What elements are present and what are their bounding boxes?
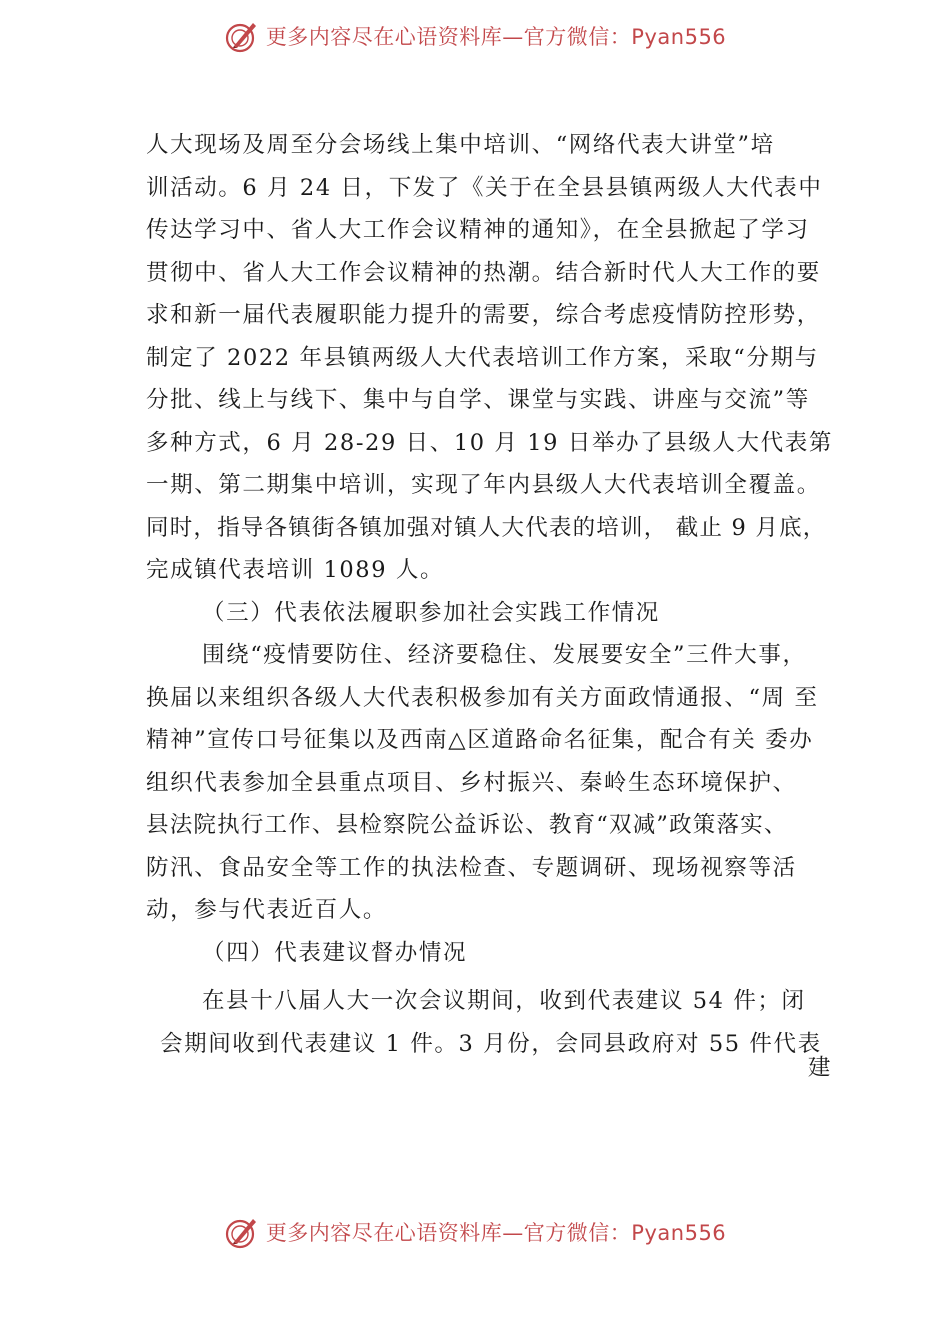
- text-line: 制定了 2022 年县镇两级人大代表培训工作方案，采取“分期与: [146, 344, 819, 371]
- text-line: 动，参与代表近百人。: [146, 897, 388, 923]
- text-line: 在县十八届人大一次会议期间，收到代表建议 54 件；闭: [202, 988, 806, 1014]
- text-line: 人大现场及周至分会场线上集中培训、“网络代表大讲堂”培: [146, 132, 775, 158]
- text-line: 完成镇代表培训 1089 人。: [146, 557, 445, 583]
- section-heading: （四）代表建议督办情况: [202, 939, 468, 966]
- text-line: 一期、第二期集中培训，实现了年内县级人大代表培训全覆盖。: [146, 472, 821, 498]
- text-line: 会期间收到代表建议 1 件。3 月份，会同县政府对 55 件代表: [160, 1030, 822, 1057]
- text-line: 同时，指导各镇街各镇加强对镇人大代表的培训， 截止 9 月底，: [146, 514, 827, 541]
- banner-text: 更多内容尽在心语资料库—官方微信：Pyan556: [265, 25, 727, 49]
- text-line: 精神”宣传口号征集以及西南△区道路命名征集，配合有关 委办: [146, 727, 814, 753]
- text-line: 县法院执行工作、县检察院公益诉讼、教育“双减”政策落实、: [146, 812, 788, 838]
- section-three: [146, 592, 846, 932]
- pen-logo-icon: [224, 18, 260, 54]
- text-line: 组织代表参加全县重点项目、乡村振兴、秦岭生态环境保护、: [146, 769, 797, 796]
- section-heading: （三）代表依法履职参加社会实践工作情况: [202, 599, 660, 626]
- text-line: 换届以来组织各级人大代表积极参加有关方面政情通报、“周 至: [146, 684, 819, 711]
- text-line: 分批、线上与线下、集中与自学、课堂与实践、讲座与交流”等: [146, 387, 810, 413]
- text-line: 围绕“疫情要防住、经济要稳住、发展要安全”三件大事，: [202, 642, 807, 668]
- text-line: 贯彻中、省人大工作会议精神的热潮。结合新时代人大工作的要: [146, 259, 821, 286]
- section-four: [146, 932, 846, 1084]
- text-line: 求和新一届代表履职能力提升的需要，综合考虑疫情防控形势，: [146, 302, 821, 328]
- footer-banner: [0, 1210, 950, 1254]
- text-line: 防汛、食品安全等工作的执法检查、专题调研、现场视察等活: [146, 854, 797, 881]
- text-line: 建: [807, 1055, 832, 1081]
- pen-logo-icon: [224, 1214, 260, 1250]
- paragraph-training: [146, 124, 846, 592]
- header-banner: [0, 14, 950, 58]
- text-line: 传达学习中、省人大工作会议精神的通知》，在全县掀起了学习: [146, 217, 810, 243]
- text-line: 多种方式，6 月 28-29 日、10 月 19 日举办了县级人大代表第: [146, 429, 833, 456]
- banner-text: 更多内容尽在心语资料库—官方微信：Pyan556: [265, 1221, 727, 1245]
- text-line: 训活动。6 月 24 日，下发了《关于在全县县镇两级人大代表中: [146, 174, 823, 201]
- document-body: [146, 124, 846, 1083]
